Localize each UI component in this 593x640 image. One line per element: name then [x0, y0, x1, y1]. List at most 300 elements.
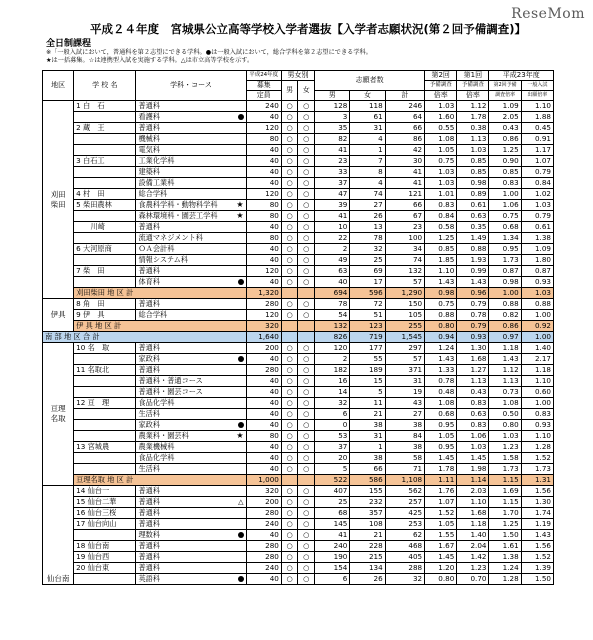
total-applicants: 100: [385, 233, 424, 244]
region-total-row: [43, 332, 554, 343]
school-name: [74, 178, 136, 189]
h23-general-ratio: 1.52: [521, 552, 553, 563]
female-allowed: ○: [298, 200, 315, 211]
female-applicants: 11: [350, 398, 385, 409]
total-applicants: 64: [385, 112, 424, 123]
col-h23a-bot: 調査倍率: [489, 91, 521, 101]
department: 食品化学科: [136, 398, 246, 409]
comprehensive-second-choice-dot-icon: [238, 356, 244, 362]
female-allowed: ○: [298, 519, 315, 530]
h23-general-ratio: 1.38: [521, 233, 553, 244]
school-name: [74, 530, 136, 541]
quota: 40: [246, 156, 281, 167]
table-row: [43, 453, 554, 464]
ratio-round1: 0.63: [457, 211, 489, 222]
department: 英語科: [136, 574, 246, 585]
h23-round2-ratio: 0.75: [489, 211, 521, 222]
area-name: 仙台南: [43, 486, 74, 585]
h23-round2-ratio: 1.18: [489, 343, 521, 354]
h23-round2-ratio: 1.24: [489, 563, 521, 574]
female-applicants: 108: [350, 519, 385, 530]
quota: 80: [246, 431, 281, 442]
h23-round2-ratio: 0.43: [489, 123, 521, 134]
total-applicants: 132: [385, 266, 424, 277]
male-applicants: 16: [315, 376, 350, 387]
table-row: [43, 244, 554, 255]
female-applicants: 25: [350, 255, 385, 266]
h23-round2-ratio: 2.05: [489, 112, 521, 123]
h23-general-ratio: 1.52: [521, 453, 553, 464]
comprehensive-second-choice-dot-icon: [238, 422, 244, 428]
total-r1: 0.93: [457, 332, 489, 343]
school-name: 16 仙台三桜: [74, 508, 136, 519]
total-applicants: 57: [385, 354, 424, 365]
h23-general-ratio: 1.03: [521, 200, 553, 211]
h23-general-ratio: 1.10: [521, 101, 553, 112]
table-row: [43, 574, 554, 585]
table-row: [43, 376, 554, 387]
male-allowed: ○: [281, 156, 298, 167]
female-allowed: ○: [298, 365, 315, 376]
total-applicants: 41: [385, 178, 424, 189]
quota: 280: [246, 552, 281, 563]
female-applicants: 31: [350, 431, 385, 442]
ratio-round1: 1.93: [457, 255, 489, 266]
quota: 40: [246, 178, 281, 189]
h23-general-ratio: 0.84: [521, 178, 553, 189]
h23-round2-ratio: 1.25: [489, 519, 521, 530]
total-quota: 1,640: [246, 332, 281, 343]
subtotal-row: [43, 321, 554, 332]
quota: 120: [246, 310, 281, 321]
male-allowed: ○: [281, 497, 298, 508]
table-row: [43, 101, 554, 112]
note-line: ★は一括募集。☆は連携型入試を実施する学科。△は市立高等学校を示す。: [46, 57, 254, 64]
quota: 200: [246, 497, 281, 508]
quota: 320: [246, 486, 281, 497]
ratio-round1: 0.38: [457, 123, 489, 134]
school-name: 15 仙台二華: [74, 497, 136, 508]
ratio-round1: 1.23: [457, 563, 489, 574]
subtotal-quota: 1,000: [246, 475, 281, 486]
h23-general-ratio: 1.50: [521, 574, 553, 585]
ratio-round1: 1.10: [457, 497, 489, 508]
total-applicants: 67: [385, 211, 424, 222]
ratio-round1: 0.63: [457, 409, 489, 420]
ratio-round2: 1.05: [425, 431, 457, 442]
quota: 40: [246, 398, 281, 409]
school-name: [74, 420, 136, 431]
male-applicants: 37: [315, 178, 350, 189]
total-applicants: 27: [385, 409, 424, 420]
table-row: [43, 189, 554, 200]
h23-general-ratio: 0.83: [521, 409, 553, 420]
col-female-sub: 女: [350, 91, 385, 101]
h23-general-ratio: 0.91: [521, 134, 553, 145]
school-name: [74, 167, 136, 178]
h23-general-ratio: 0.87: [521, 266, 553, 277]
ratio-round1: 1.49: [457, 233, 489, 244]
h23-round2-ratio: 0.87: [489, 266, 521, 277]
total-applicants: 31: [385, 376, 424, 387]
ratio-round1: 1.13: [457, 134, 489, 145]
ratio-round1: 1.30: [457, 343, 489, 354]
department: 理数科: [136, 530, 246, 541]
col-male: 男: [281, 81, 298, 101]
table-row: [43, 508, 554, 519]
table-row: [43, 255, 554, 266]
female-applicants: 61: [350, 112, 385, 123]
ratio-round1: 0.99: [457, 266, 489, 277]
h23-general-ratio: 1.10: [521, 376, 553, 387]
h23-general-ratio: 1.19: [521, 519, 553, 530]
h23-general-ratio: 1.28: [521, 442, 553, 453]
ratio-round1: 1.98: [457, 464, 489, 475]
col-female: 女: [298, 81, 315, 101]
table-row: [43, 167, 554, 178]
male-allowed: ○: [281, 211, 298, 222]
male-allowed: ○: [281, 101, 298, 112]
h23-round2-ratio: 0.73: [489, 387, 521, 398]
school-name: [74, 431, 136, 442]
table-row: [43, 211, 554, 222]
department: 普通科: [136, 519, 246, 530]
subtotal-r2: 0.80: [425, 321, 457, 332]
female-allowed: ○: [298, 508, 315, 519]
school-name: [74, 574, 136, 585]
male-applicants: 33: [315, 167, 350, 178]
school-name: 10 名 取: [74, 343, 136, 354]
department: 普通科: [136, 563, 246, 574]
school-name: [74, 233, 136, 244]
department: 流通マネジメント科: [136, 233, 246, 244]
quota: 280: [246, 299, 281, 310]
h23-general-ratio: 1.74: [521, 508, 553, 519]
school-name: 1 白 石: [74, 101, 136, 112]
h23-round2-ratio: 0.68: [489, 222, 521, 233]
table-row: [43, 409, 554, 420]
female-allowed: ○: [298, 310, 315, 321]
col-h23b: 一般入試: [521, 81, 553, 91]
ratio-round2: 1.67: [425, 541, 457, 552]
female-applicants: 32: [350, 244, 385, 255]
total-applicants: 253: [385, 519, 424, 530]
school-name: [74, 354, 136, 365]
male-applicants: 3: [315, 112, 350, 123]
quota: 40: [246, 112, 281, 123]
ratio-round1: 0.61: [457, 200, 489, 211]
male-allowed: ○: [281, 387, 298, 398]
subtotal-total: 255: [385, 321, 424, 332]
table-row: [43, 398, 554, 409]
female-applicants: 38: [350, 453, 385, 464]
female-applicants: 38: [350, 420, 385, 431]
female-applicants: 1: [350, 145, 385, 156]
school-name: 20 仙台東: [74, 563, 136, 574]
female-allowed: ○: [298, 266, 315, 277]
total-applicants: 74: [385, 255, 424, 266]
ratio-round1: 1.43: [457, 277, 489, 288]
male-allowed: ○: [281, 519, 298, 530]
male-allowed: ○: [281, 420, 298, 431]
ratio-round1: 1.27: [457, 365, 489, 376]
male-applicants: 53: [315, 431, 350, 442]
total-applicants: 105: [385, 310, 424, 321]
total-applicants: 19: [385, 387, 424, 398]
department: 体育科: [136, 277, 246, 288]
ratio-round2: 1.45: [425, 453, 457, 464]
male-allowed: ○: [281, 299, 298, 310]
h23-general-ratio: 2.17: [521, 354, 553, 365]
blank: [281, 332, 298, 343]
area-name: 伊具: [43, 299, 74, 332]
h23-round2-ratio: 1.73: [489, 255, 521, 266]
quota: 240: [246, 101, 281, 112]
department: 普通科: [136, 365, 246, 376]
ratio-round2: 0.55: [425, 123, 457, 134]
quota: 200: [246, 343, 281, 354]
ratio-round1: 1.40: [457, 530, 489, 541]
male-allowed: ○: [281, 453, 298, 464]
department: 普通科: [136, 343, 246, 354]
school-name: [74, 112, 136, 123]
ratio-round2: 1.07: [425, 497, 457, 508]
male-applicants: 20: [315, 453, 350, 464]
ratio-round1: 0.85: [457, 156, 489, 167]
h23-round2-ratio: 1.23: [489, 442, 521, 453]
total-applicants: 38: [385, 420, 424, 431]
blank: [298, 332, 315, 343]
h23-general-ratio: 1.73: [521, 464, 553, 475]
female-applicants: 215: [350, 552, 385, 563]
ratio-round2: 1.10: [425, 266, 457, 277]
ratio-round2: 0.78: [425, 376, 457, 387]
department: 普通科: [136, 266, 246, 277]
department: 普通科: [136, 552, 246, 563]
subtotal-r2: 0.98: [425, 288, 457, 299]
h23-general-ratio: 0.93: [521, 420, 553, 431]
ratio-round2: 1.08: [425, 398, 457, 409]
male-allowed: ○: [281, 508, 298, 519]
male-allowed: ○: [281, 541, 298, 552]
h23-round2-ratio: 1.70: [489, 508, 521, 519]
female-applicants: 69: [350, 266, 385, 277]
bulk-recruit-star-icon: ★: [236, 431, 244, 440]
subtotal-row: [43, 288, 554, 299]
ratio-round2: 1.05: [425, 145, 457, 156]
h23-general-ratio: 1.00: [521, 310, 553, 321]
male-applicants: 63: [315, 266, 350, 277]
department: 総合学科: [136, 189, 246, 200]
subtotal-r2: 1.11: [425, 475, 457, 486]
subtotal-quota: 320: [246, 321, 281, 332]
female-allowed: ○: [298, 464, 315, 475]
ratio-round2: 1.55: [425, 530, 457, 541]
female-applicants: 7: [350, 156, 385, 167]
total-applicants: 562: [385, 486, 424, 497]
h23-round2-ratio: 1.09: [489, 101, 521, 112]
ratio-round2: 0.75: [425, 156, 457, 167]
department: 看護科: [136, 112, 246, 123]
table-row: [43, 343, 554, 354]
h23-round2-ratio: 1.25: [489, 145, 521, 156]
total-a: 0.97: [489, 332, 521, 343]
col-dept: 学科・コース: [136, 71, 246, 101]
total-applicants: 121: [385, 189, 424, 200]
ratio-round2: 1.43: [425, 277, 457, 288]
male-allowed: ○: [281, 167, 298, 178]
quota: 240: [246, 519, 281, 530]
total-b: 1.00: [521, 332, 553, 343]
male-applicants: 78: [315, 299, 350, 310]
male-allowed: ○: [281, 200, 298, 211]
department: 普通科 △: [136, 497, 246, 508]
department: 普通科: [136, 299, 246, 310]
col-r2-mid: 予備調査: [425, 81, 457, 91]
female-applicants: 13: [350, 222, 385, 233]
male-applicants: 2: [315, 354, 350, 365]
department: 設備工業科: [136, 178, 246, 189]
female-allowed: ○: [298, 277, 315, 288]
total-label: 南 部 地 区 合 計: [43, 332, 247, 343]
male-applicants: 190: [315, 552, 350, 563]
female-applicants: 74: [350, 189, 385, 200]
male-allowed: ○: [281, 552, 298, 563]
h23-round2-ratio: 0.85: [489, 167, 521, 178]
h23-round2-ratio: 0.90: [489, 156, 521, 167]
col-school: 学 校 名: [74, 71, 136, 101]
quota: 40: [246, 464, 281, 475]
male-applicants: 47: [315, 189, 350, 200]
subtotal-female: 586: [350, 475, 385, 486]
male-allowed: ○: [281, 365, 298, 376]
ratio-round2: 0.95: [425, 442, 457, 453]
ratio-round1: 1.03: [457, 145, 489, 156]
school-name: 9 伊 具: [74, 310, 136, 321]
table-row: [43, 310, 554, 321]
female-allowed: ○: [298, 376, 315, 387]
h23-round2-ratio: 0.50: [489, 409, 521, 420]
ratio-round1: 1.42: [457, 552, 489, 563]
female-allowed: ○: [298, 134, 315, 145]
male-applicants: 2: [315, 244, 350, 255]
table-row: [43, 145, 554, 156]
subtotal-female: 596: [350, 288, 385, 299]
school-name: 2 蔵 王: [74, 123, 136, 134]
subtotal-r1: 0.79: [457, 321, 489, 332]
male-applicants: 10: [315, 222, 350, 233]
total-applicants: 62: [385, 530, 424, 541]
ratio-round1: 2.04: [457, 541, 489, 552]
department: 食農科学科・動物科学科 ★: [136, 200, 246, 211]
school-name: 18 仙台南: [74, 541, 136, 552]
department: ＯＡ会計科: [136, 244, 246, 255]
ratio-round1: 1.78: [457, 112, 489, 123]
table-row: [43, 354, 554, 365]
male-allowed: ○: [281, 112, 298, 123]
table-row: [43, 178, 554, 189]
male-allowed: ○: [281, 354, 298, 365]
female-applicants: 155: [350, 486, 385, 497]
table-row: [43, 123, 554, 134]
female-applicants: 15: [350, 376, 385, 387]
female-applicants: 177: [350, 343, 385, 354]
table-row: [43, 552, 554, 563]
h23-round2-ratio: 1.73: [489, 464, 521, 475]
female-applicants: 4: [350, 134, 385, 145]
ratio-round2: 1.60: [425, 112, 457, 123]
male-allowed: ○: [281, 222, 298, 233]
department: 普通科: [136, 123, 246, 134]
ratio-round1: 1.68: [457, 354, 489, 365]
total-applicants: 246: [385, 101, 424, 112]
total-applicants: 84: [385, 431, 424, 442]
school-name: [74, 453, 136, 464]
female-applicants: 4: [350, 178, 385, 189]
male-applicants: 128: [315, 101, 350, 112]
school-name: [74, 277, 136, 288]
female-applicants: 72: [350, 299, 385, 310]
total-female: 719: [350, 332, 385, 343]
male-applicants: 35: [315, 123, 350, 134]
ratio-round1: 0.79: [457, 299, 489, 310]
total-applicants: 57: [385, 277, 424, 288]
table-row: [43, 431, 554, 442]
h23-general-ratio: 0.79: [521, 211, 553, 222]
total-total: 1,545: [385, 332, 424, 343]
school-name: [74, 211, 136, 222]
total-applicants: 288: [385, 563, 424, 574]
male-applicants: 22: [315, 233, 350, 244]
ratio-round1: 1.06: [457, 431, 489, 442]
subtotal-b: 1.31: [521, 475, 553, 486]
department: 家政科: [136, 420, 246, 431]
female-allowed: ○: [298, 530, 315, 541]
total-applicants: 425: [385, 508, 424, 519]
male-allowed: ○: [281, 233, 298, 244]
quota: 280: [246, 508, 281, 519]
notes: [46, 49, 372, 65]
subtotal-b: 1.03: [521, 288, 553, 299]
school-name: [74, 464, 136, 475]
ratio-round2: 1.03: [425, 101, 457, 112]
course-label: 全日制課程: [46, 39, 92, 49]
h23-general-ratio: 1.39: [521, 563, 553, 574]
male-applicants: 68: [315, 508, 350, 519]
table-row: [43, 112, 554, 123]
quota: 120: [246, 123, 281, 134]
col-h23b-bot: 出願倍率: [521, 91, 553, 101]
ratio-round2: 0.84: [425, 211, 457, 222]
female-allowed: ○: [298, 409, 315, 420]
ratio-round2: 1.03: [425, 167, 457, 178]
female-applicants: 26: [350, 211, 385, 222]
male-applicants: 0: [315, 420, 350, 431]
h23-round2-ratio: 0.86: [489, 134, 521, 145]
subtotal-total: 1,290: [385, 288, 424, 299]
subtotal-b: 0.92: [521, 321, 553, 332]
subtotal-a: 1.00: [489, 288, 521, 299]
female-allowed: ○: [298, 420, 315, 431]
comprehensive-second-choice-dot-icon: [238, 532, 244, 538]
female-allowed: ○: [298, 222, 315, 233]
ratio-round2: 0.58: [425, 222, 457, 233]
quota: 120: [246, 189, 281, 200]
municipal-triangle-icon: △: [238, 498, 244, 506]
h23-round2-ratio: 1.03: [489, 431, 521, 442]
h23-general-ratio: 1.17: [521, 145, 553, 156]
male-applicants: 407: [315, 486, 350, 497]
